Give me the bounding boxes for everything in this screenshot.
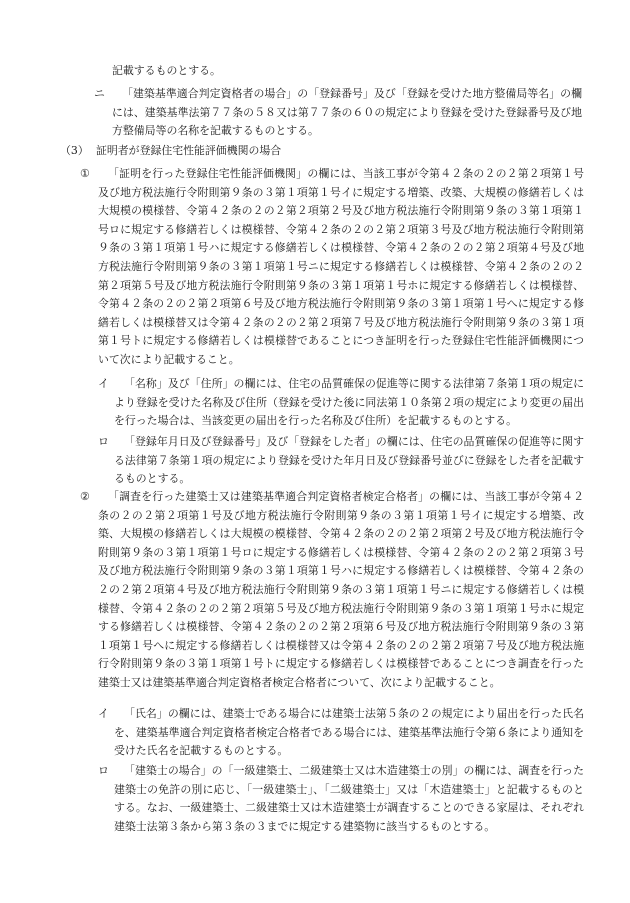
paragraph-2-sub-ro-marker: ロ	[98, 764, 109, 777]
paragraph-1-sub-ro-text: 「登録年月日及び登録番号」及び「登録をした者」の欄には、住宅の品質確保の促進等に関する法律第７条第１項の規定により登録を受けた年月日及び登録番号並びに登録をした者を記載するものとする。	[114, 435, 584, 486]
paragraph-2-sub-i-text: 「氏名」の欄には、建築士である場合には建築士法第５条の２の規定により届出を行った氏名を、建築基準適合判定資格者検定合格者である場合には、建築基準法施行令第６条により通知を受けた氏名を記載するものとする。	[114, 707, 584, 758]
paragraph-1-text: 「証明を行った登録住宅性能評価機関」の欄には、当該工事が令第４２条の２の２第２項第１号及び地方税法施行令附則第９条の３第１項第１号イに規定する増築、改築、大規模の修繕若しくは大規模の模様替、令第４２条の２の２第２項第２号及び地方税法施行令附則第９条の３第１項第１号ロに規定する修繕若しくは模様替、令第４２条の２の２第２項第３号及び地方税法施行令附則第９条の３第１項第１号ハに規定する修繕若しくは模様替、令第４２条の２の２第２項第４号及び地方税法施行令附則第９条の３第１項第１号ニに規定する修繕若しくは模様替、令第４２条の２の２第２項第５号及び地方税法施行令附則第９条の３第１項第１号ホに規定する修繕若しくは模様替、令第４２条の２の２第２項第６号及び地方税法施行令附則第９条の３第１項第１号へに規定する修繕若しくは模様替又は令第４２条の２の２第２項第７号及び地方税法施行令附則第９条の３第１項第１号トに規定する修繕若しくは模様替であることにつき証明を行った登録住宅性能評価機関について次により記載すること。	[98, 167, 584, 366]
item-ni-marker: ニ	[94, 87, 105, 100]
item-ni-text: 「建築基準適合判定資格者の場合」の「登録番号」及び「登録を受けた地方整備局等名」の欄には、建築基準法第７７条の５８又は第７７条の６０の規定により登録を受けた登録番号及び地方整備局等の名称を記載するものとする。	[112, 87, 582, 138]
paragraph-1-sub-i-text: 「名称」及び「住所」の欄には、住宅の品質確保の促進等に関する法律第７条第１項の規定により登録を受けた名称及び住所（登録を受けた後に同法第１０条第２項の規定により変更の届出を行った場合は、当該変更の届出を行った名称及び住所）を記載するものとする。	[114, 377, 584, 428]
section-heading: 証明者が登録住宅性能評価機関の場合	[96, 144, 282, 157]
section-number: （3）	[60, 144, 89, 157]
paragraph-2-text: 「調査を行った建築士又は建築基準適合判定資格者検定合格者」の欄には、当該工事が令第４２条の２の２第２項第１号及び地方税法施行令附則第９条の３第１項第１号イに規定する増築、改築、大規模の修繕若しくは大規模の模様替、令第４２条の２の２第２項第２号及び地方税法施行令附則第９条の３第１項第１号ロに規定する修繕若しくは模様替、令第４２条の２の２第２項第３号及び地方税法施行令附則第９条の３第１項第１号ハに規定する修繕若しくは模様替、令第４２条の２の２第２項第４号及び地方税法施行令附則第９条の３第１項第１号ニに規定する修繕若しくは模様替、令第４２条の２の２第２項第５号及び地方税法施行令附則第９条の３第１項第１号ホに規定する修繕若しくは模様替、令第４２条の２の２第２項第６号及び地方税法施行令附則第９条の３第１項第１号へに規定する修繕若しくは模様替又は令第４２条の２の２第２項第７号及び地方税法施行令附則第９条の３第１項第１号トに規定する修繕若しくは模様替であることにつき調査を行った建築士又は建築基準適合判定資格者検定合格者について、次により記載すること。	[98, 490, 584, 689]
paragraph-1-marker: ①	[80, 167, 90, 180]
paragraph-2-marker: ②	[80, 490, 90, 503]
paragraph-1-sub-ro-marker: ロ	[98, 435, 109, 448]
paragraph-2-sub-ro-text: 「建築士の場合」の「一級建築士、二級建築士又は木造建築士の別」の欄には、調査を行った建築士の免許の別に応じ、「一級建築士」、「二級建築士」又は「木造建築士」と記載するものとする。なお、一級建築士、二級建築士又は木造建築士が調査することのできる家屋は、それぞれ建築士法第３条から第３条の３までに規定する建築物に該当するものとする。	[114, 764, 584, 833]
paragraph-1-sub-i-marker: イ	[98, 377, 109, 390]
continuation-text: 記載するものとする。	[112, 64, 221, 77]
paragraph-2-sub-i-marker: イ	[98, 707, 109, 720]
